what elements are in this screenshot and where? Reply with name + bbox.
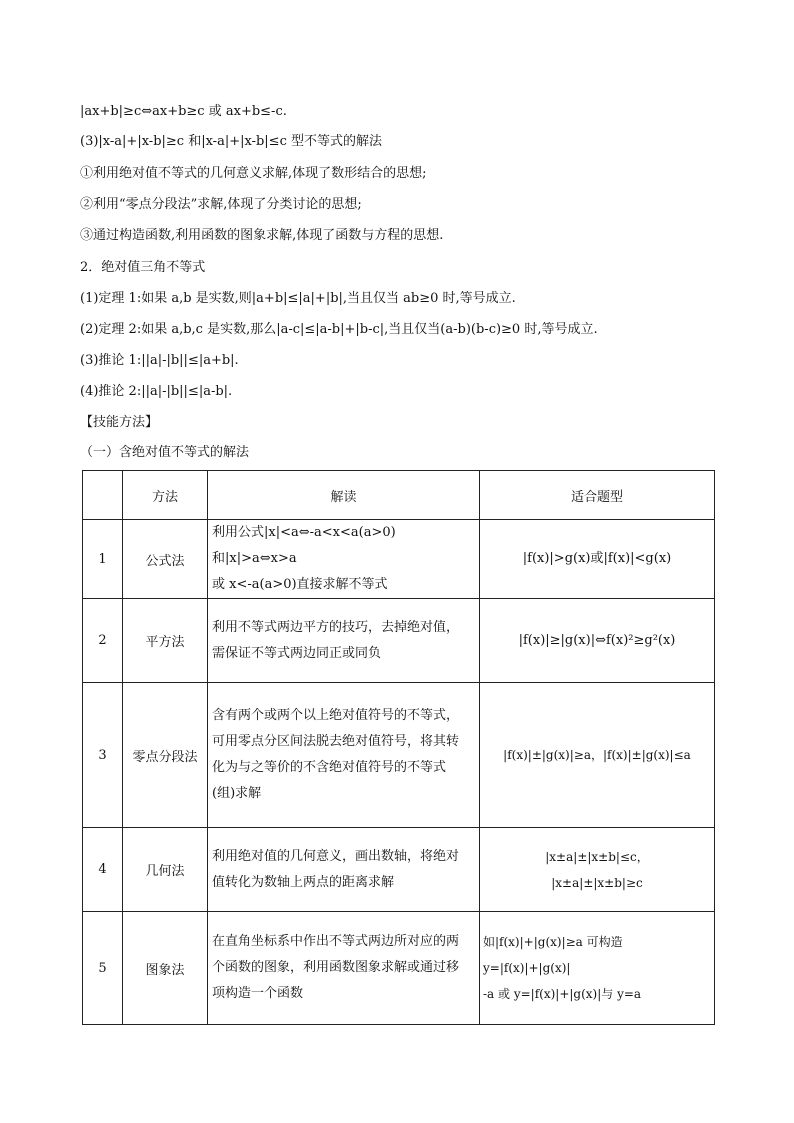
- row-desc: [208, 599, 480, 683]
- header-num: [83, 471, 123, 520]
- row-desc: [208, 683, 480, 828]
- type-line: |f(x)|≥|g(x)|⇔f(x)²≥g²(x): [518, 632, 676, 648]
- row-num: 1: [83, 520, 123, 599]
- type-line: |f(x)|>g(x)或|f(x)|<g(x): [522, 551, 672, 566]
- header-method: 方法: [123, 471, 208, 520]
- methods-table: [82, 470, 715, 1025]
- row-num: 2: [83, 599, 123, 683]
- desc-line: 项构造一个函数: [212, 986, 304, 1001]
- desc-line: (组)求解: [212, 786, 262, 801]
- row-type: [480, 828, 715, 912]
- table-row: [83, 599, 715, 683]
- desc-line: 可用零点分区间法脱去绝对值符号，将其转: [212, 734, 460, 749]
- row-desc: [208, 520, 480, 599]
- desc-line: 利用公式|x|<a⇔-a<x<a(a>0)和|x|>a⇔x>a: [212, 525, 396, 566]
- row-method: 公式法: [123, 520, 208, 599]
- row-num: 3: [83, 683, 123, 828]
- text-line-5: ③通过构造函数,利用函数的图象求解,体现了函数与方程的思想.: [80, 228, 444, 243]
- table-row: [83, 828, 715, 912]
- type-line: |f(x)|±|g(x)|≥a，|f(x)|±|g(x)|≤a: [503, 748, 691, 762]
- row-desc: [208, 828, 480, 912]
- text-line-theorem2: (2)定理 2:如果 a,b,c 是实数,那么|a-c|≤|a-b|+|b-c|,当且仅当(a-b)(b-c)≥0 时,等号成立.: [80, 322, 598, 337]
- row-type: [480, 683, 715, 828]
- desc-line: 含有两个或两个以上绝对值符号的不等式，: [212, 708, 460, 723]
- desc-line: 利用不等式两边平方的技巧，去掉绝对值，: [212, 619, 460, 635]
- row-type: [480, 520, 715, 599]
- subsection-heading: （一）含绝对值不等式的解法: [80, 445, 250, 460]
- text-line-corollary2: (4)推论 2:||a|-|b||≤|a-b|.: [80, 384, 233, 399]
- desc-line: 个函数的图象，利用函数图象求解或通过移: [212, 960, 460, 975]
- table-row: [83, 683, 715, 828]
- text-line-4: ②利用“零点分段法”求解,体现了分类讨论的思想;: [80, 197, 362, 212]
- desc-line: 或 x<-a(a>0)直接求解不等式: [212, 577, 388, 592]
- row-num: 4: [83, 828, 123, 912]
- row-type: [480, 599, 715, 683]
- table-row: [83, 912, 715, 1025]
- row-type: [480, 912, 715, 1025]
- text-line-theorem1: (1)定理 1:如果 a,b 是实数,则|a+b|≤|a|+|b|,当且仅当 ab≥0 时,等号成立.: [80, 291, 516, 306]
- table-header-row: [83, 471, 715, 520]
- type-line: |x±a|±|x±b|≥c: [551, 875, 643, 890]
- desc-line: 值转化为数轴上两点的距离求解: [212, 874, 395, 890]
- type-line: -a 或 y=|f(x)|+|g(x)|与 y=a: [483, 987, 642, 1001]
- desc-line: 利用绝对值的几何意义，画出数轴，将绝对: [212, 848, 460, 864]
- row-num: 5: [83, 912, 123, 1025]
- header-type: 适合题型: [480, 471, 715, 520]
- text-line-3: ①利用绝对值不等式的几何意义求解,体现了数形结合的思想;: [80, 166, 427, 181]
- desc-line: 需保证不等式两边同正或同负: [212, 645, 382, 661]
- section-heading: 2．绝对值三角不等式: [80, 260, 206, 275]
- desc-line: 化为与之等价的不含绝对值符号的不等式: [212, 760, 447, 775]
- skills-heading: 【技能方法】: [80, 415, 159, 430]
- row-method: 几何法: [123, 828, 208, 912]
- text-line-corollary1: (3)推论 1:||a|-|b||≤|a+b|.: [80, 353, 239, 368]
- row-method: 平方法: [123, 599, 208, 683]
- row-method: 图象法: [123, 912, 208, 1025]
- type-line: 如|f(x)|+|g(x)|≥a 可构造 y=|f(x)|+|g(x)|: [483, 935, 623, 975]
- text-line-1: |ax+b|≥c⇔ax+b≥c 或 ax+b≤-c.: [80, 104, 287, 119]
- row-desc: [208, 912, 480, 1025]
- header-desc: 解读: [208, 471, 480, 520]
- table-row: [83, 520, 715, 599]
- desc-line: 在直角坐标系中作出不等式两边所对应的两: [212, 934, 460, 949]
- type-line: |x±a|±|x±b|≤c，: [545, 849, 649, 864]
- row-method: 零点分段法: [123, 683, 208, 828]
- text-line-2: (3)|x-a|+|x-b|≥c 和|x-a|+|x-b|≤c 型不等式的解法: [80, 134, 382, 149]
